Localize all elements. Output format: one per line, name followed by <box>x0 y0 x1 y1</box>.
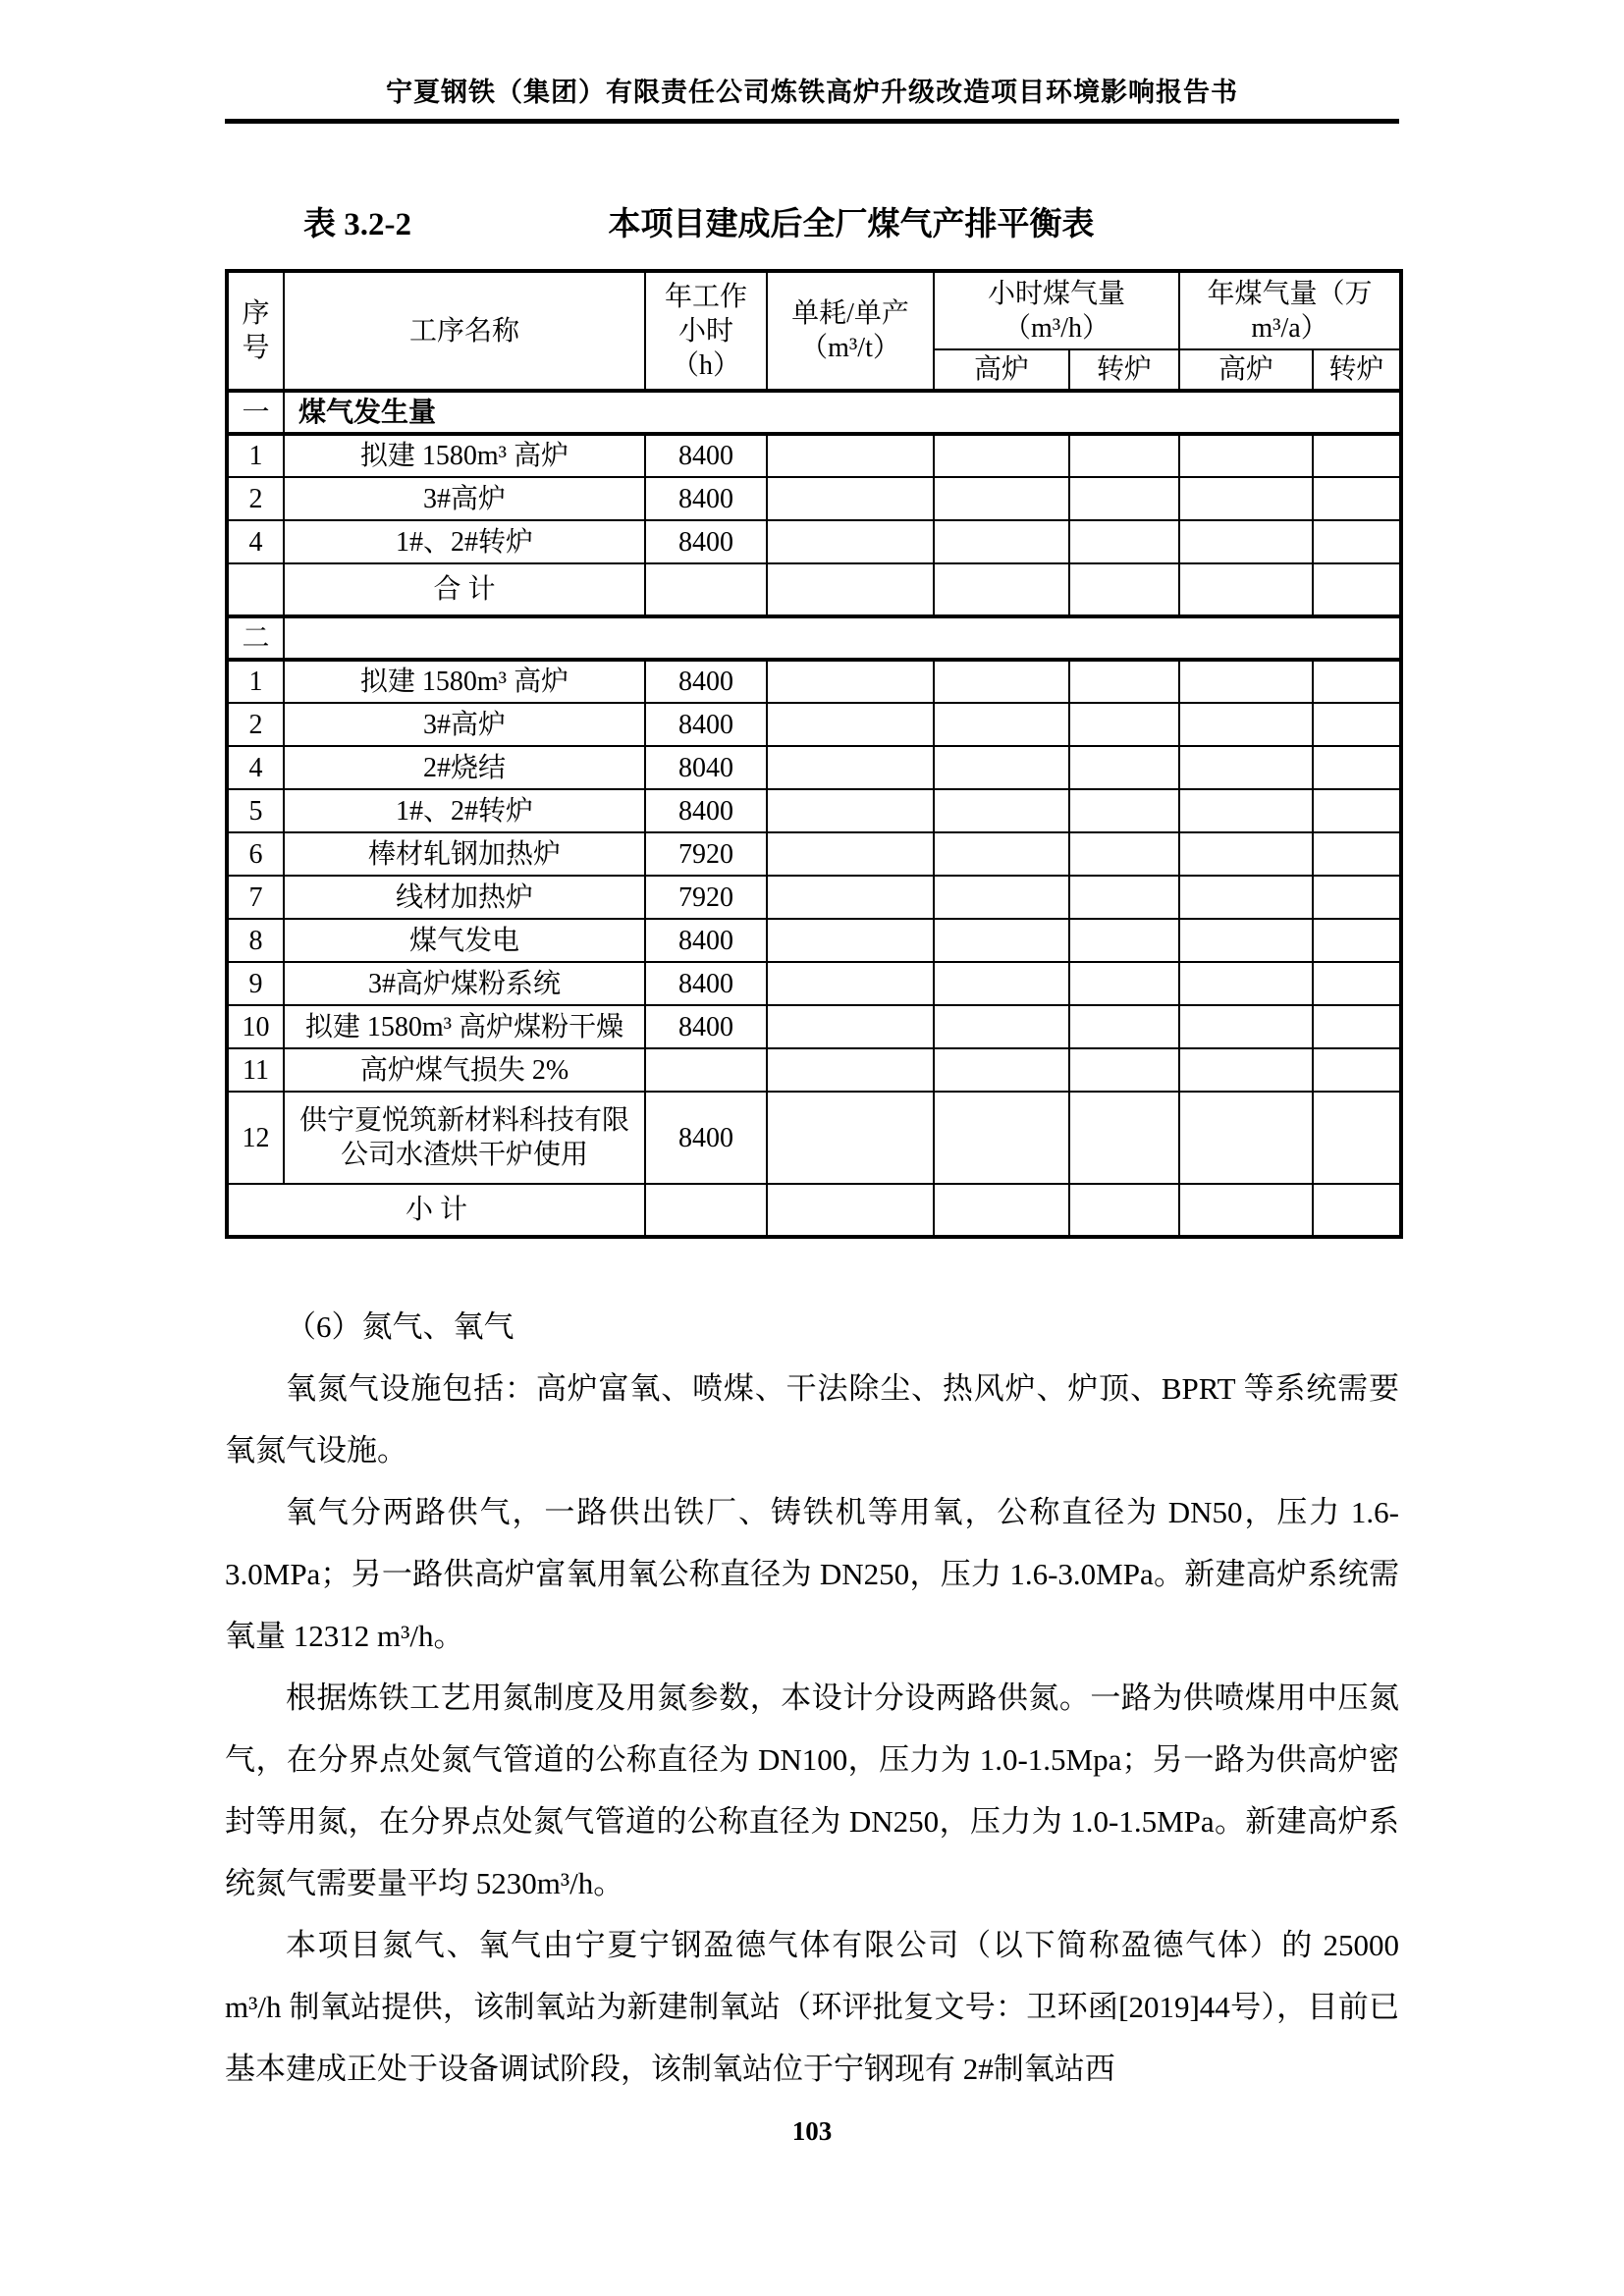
table-row <box>227 832 1401 876</box>
empty-value-cell <box>1069 434 1179 477</box>
empty-value-cell <box>767 660 934 703</box>
empty-value-cell <box>934 919 1069 962</box>
empty-value-cell <box>1313 876 1401 919</box>
gas-balance-table <box>225 269 1403 1239</box>
col-header-converter: 转炉 <box>1313 349 1401 391</box>
process-name-cell: 供宁夏悦筑新材料科技有限公司水渣烘干炉使用 <box>284 1092 645 1184</box>
empty-value-cell <box>1313 660 1401 703</box>
paragraph: （6）氮气、氧气 <box>286 1309 514 1344</box>
table-row <box>227 1184 1401 1237</box>
col-header-yearly-gas: 年煤气量（万 m³/a） <box>1179 271 1401 349</box>
empty-value-cell <box>1179 746 1313 789</box>
annual-hours-cell: 8400 <box>645 520 767 563</box>
empty-value-cell <box>767 832 934 876</box>
empty-value-cell <box>1179 1092 1313 1184</box>
empty-value-cell <box>767 477 934 520</box>
col-header-blast-furnace: 高炉 <box>1179 349 1313 391</box>
empty-value-cell <box>1179 563 1313 616</box>
empty-value-cell <box>1069 477 1179 520</box>
empty-value-cell <box>1069 1092 1179 1184</box>
process-name-cell: 1#、2#转炉 <box>284 789 645 832</box>
table-row <box>227 520 1401 563</box>
empty-value-cell <box>934 1048 1069 1092</box>
table-row <box>227 1048 1401 1092</box>
serial-cell: 2 <box>227 477 284 520</box>
empty-value-cell <box>767 520 934 563</box>
paragraph: 氧氮气设施包括：高炉富氧、喷煤、干法除尘、热风炉、炉顶、BPRT 等系统需要氧氮气设施。 <box>225 1371 1399 1468</box>
empty-value-cell <box>934 660 1069 703</box>
paragraph: 氧气分两路供气，一路供出铁厂、铸铁机等用氧，公称直径为 DN50，压力 1.6-3.0MPa；另一路供高炉富氧用氧公称直径为 DN250，压力 1.6-3.0MPa。新建高炉系统需氧量 12312 m³/h。 <box>225 1495 1399 1653</box>
empty-value-cell <box>1179 434 1313 477</box>
process-name-cell: 3#高炉 <box>284 703 645 746</box>
empty-value-cell <box>1179 477 1313 520</box>
table-row <box>227 434 1401 477</box>
annual-hours-cell <box>645 1048 767 1092</box>
empty-value-cell <box>767 746 934 789</box>
empty-value-cell <box>1179 520 1313 563</box>
table-caption-label: 表 3.2-2 <box>303 207 411 242</box>
empty-value-cell <box>1069 746 1179 789</box>
annual-hours-cell: 8400 <box>645 1005 767 1048</box>
empty-value-cell <box>1313 477 1401 520</box>
serial-cell: 4 <box>227 520 284 563</box>
empty-value-cell <box>1179 1048 1313 1092</box>
table-row <box>227 746 1401 789</box>
col-header-process-name: 工序名称 <box>284 271 645 391</box>
empty-value-cell <box>1069 563 1179 616</box>
empty-value-cell <box>767 434 934 477</box>
body-text <box>225 1296 1399 2100</box>
empty-value-cell <box>1179 703 1313 746</box>
empty-value-cell <box>1069 660 1179 703</box>
serial-cell: 二 <box>227 616 284 660</box>
empty-value-cell <box>934 1184 1069 1237</box>
serial-cell: 2 <box>227 703 284 746</box>
empty-value-cell <box>1313 520 1401 563</box>
col-header-serial: 序 号 <box>227 271 284 391</box>
serial-cell <box>227 563 284 616</box>
empty-value-cell <box>934 1005 1069 1048</box>
serial-cell: 9 <box>227 962 284 1005</box>
annual-hours-cell: 8400 <box>645 789 767 832</box>
empty-value-cell <box>1179 832 1313 876</box>
empty-value-cell <box>1313 919 1401 962</box>
table-row <box>227 660 1401 703</box>
empty-value-cell <box>1313 789 1401 832</box>
serial-cell: 12 <box>227 1092 284 1184</box>
empty-value-cell <box>1313 703 1401 746</box>
empty-value-cell <box>1179 1005 1313 1048</box>
serial-cell: 8 <box>227 919 284 962</box>
empty-value-cell <box>1179 919 1313 962</box>
empty-value-cell <box>1179 789 1313 832</box>
serial-cell: 一 <box>227 391 284 434</box>
empty-value-cell <box>1313 746 1401 789</box>
empty-value-cell <box>645 563 767 616</box>
empty-value-cell <box>645 1184 767 1237</box>
empty-value-cell <box>1069 1005 1179 1048</box>
serial-cell: 6 <box>227 832 284 876</box>
empty-value-cell <box>934 563 1069 616</box>
process-name-cell: 3#高炉煤粉系统 <box>284 962 645 1005</box>
table-row <box>227 919 1401 962</box>
empty-value-cell <box>1069 962 1179 1005</box>
table-row <box>227 1005 1401 1048</box>
process-name-cell: 煤气发电 <box>284 919 645 962</box>
annual-hours-cell: 8040 <box>645 746 767 789</box>
empty-value-cell <box>1069 703 1179 746</box>
header-rule <box>225 119 1399 124</box>
serial-cell: 11 <box>227 1048 284 1092</box>
serial-cell: 10 <box>227 1005 284 1048</box>
empty-value-cell <box>934 434 1069 477</box>
table-row <box>227 876 1401 919</box>
table-header-group-row <box>227 271 1401 349</box>
empty-value-cell <box>767 1048 934 1092</box>
table-row <box>227 1092 1401 1184</box>
empty-value-cell <box>1069 1184 1179 1237</box>
col-header-converter: 转炉 <box>1069 349 1179 391</box>
section-label-cell <box>284 616 1401 660</box>
total-label-cell: 合 计 <box>284 563 645 616</box>
empty-value-cell <box>1179 962 1313 1005</box>
paragraph: 本项目氮气、氧气由宁夏宁钢盈德气体有限公司（以下简称盈德气体）的 25000 m³/h 制氧站提供，该制氧站为新建制氧站（环评批复文号：卫环函[2019]44号），目前已基本建成正处于设备调试阶段，该制氧站位于宁钢现有 2#制氧站西 <box>225 1928 1399 2086</box>
annual-hours-cell: 8400 <box>645 434 767 477</box>
col-header-hourly-gas: 小时煤气量 （m³/h） <box>934 271 1179 349</box>
empty-value-cell <box>1313 1184 1401 1237</box>
process-name-cell: 3#高炉 <box>284 477 645 520</box>
content-area <box>225 198 1399 2100</box>
empty-value-cell <box>1069 1048 1179 1092</box>
empty-value-cell <box>1313 563 1401 616</box>
serial-cell: 4 <box>227 746 284 789</box>
total-label-cell: 小 计 <box>227 1184 645 1237</box>
process-name-cell: 拟建 1580m³ 高炉 <box>284 434 645 477</box>
annual-hours-cell: 7920 <box>645 876 767 919</box>
table-body <box>227 391 1401 1237</box>
empty-value-cell <box>767 962 934 1005</box>
empty-value-cell <box>1313 1092 1401 1184</box>
serial-cell: 1 <box>227 660 284 703</box>
table-caption-title: 本项目建成后全厂煤气产排平衡表 <box>608 207 1095 242</box>
annual-hours-cell: 8400 <box>645 962 767 1005</box>
table-row <box>227 789 1401 832</box>
empty-value-cell <box>767 1184 934 1237</box>
col-header-blast-furnace: 高炉 <box>934 349 1069 391</box>
annual-hours-cell: 8400 <box>645 1092 767 1184</box>
table-row <box>227 703 1401 746</box>
empty-value-cell <box>1313 1005 1401 1048</box>
process-name-cell: 拟建 1580m³ 高炉 <box>284 660 645 703</box>
empty-value-cell <box>1069 789 1179 832</box>
empty-value-cell <box>934 876 1069 919</box>
table-row <box>227 477 1401 520</box>
empty-value-cell <box>934 703 1069 746</box>
annual-hours-cell: 7920 <box>645 832 767 876</box>
empty-value-cell <box>934 746 1069 789</box>
empty-value-cell <box>767 1092 934 1184</box>
annual-hours-cell: 8400 <box>645 660 767 703</box>
serial-cell: 1 <box>227 434 284 477</box>
table-row <box>227 962 1401 1005</box>
process-name-cell: 线材加热炉 <box>284 876 645 919</box>
empty-value-cell <box>934 520 1069 563</box>
process-name-cell: 2#烧结 <box>284 746 645 789</box>
table-row <box>227 391 1401 434</box>
paragraph: 根据炼铁工艺用氮制度及用氮参数，本设计分设两路供氮。一路为供喷煤用中压氮气，在分界点处氮气管道的公称直径为 DN100，压力为 1.0-1.5Mpa；另一路为供高炉密封等用氮，在分界点处氮气管道的公称直径为 DN250，压力为 1.0-1.5MPa。新建高炉系统氮气需要量平均 5230m³/h。 <box>225 1681 1399 1900</box>
empty-value-cell <box>934 477 1069 520</box>
empty-value-cell <box>1069 876 1179 919</box>
col-header-annual-hours: 年工作 小时 （h） <box>645 271 767 391</box>
empty-value-cell <box>1313 434 1401 477</box>
process-name-cell: 棒材轧钢加热炉 <box>284 832 645 876</box>
process-name-cell: 高炉煤气损失 2% <box>284 1048 645 1092</box>
empty-value-cell <box>767 876 934 919</box>
serial-cell: 5 <box>227 789 284 832</box>
section-label-cell: 煤气发生量 <box>284 391 1401 434</box>
empty-value-cell <box>1179 876 1313 919</box>
empty-value-cell <box>1179 1184 1313 1237</box>
empty-value-cell <box>934 1092 1069 1184</box>
annual-hours-cell: 8400 <box>645 919 767 962</box>
empty-value-cell <box>767 919 934 962</box>
empty-value-cell <box>1069 520 1179 563</box>
annual-hours-cell: 8400 <box>645 703 767 746</box>
empty-value-cell <box>1313 962 1401 1005</box>
document-header-title: 宁夏钢铁（集团）有限责任公司炼铁高炉升级改造项目环境影响报告书 <box>386 78 1238 107</box>
empty-value-cell <box>1069 919 1179 962</box>
empty-value-cell <box>934 962 1069 1005</box>
empty-value-cell <box>1179 660 1313 703</box>
empty-value-cell <box>934 832 1069 876</box>
table-row <box>227 616 1401 660</box>
empty-value-cell <box>767 563 934 616</box>
table-row <box>227 563 1401 616</box>
serial-cell: 7 <box>227 876 284 919</box>
annual-hours-cell: 8400 <box>645 477 767 520</box>
empty-value-cell <box>767 703 934 746</box>
process-name-cell: 拟建 1580m³ 高炉煤粉干燥 <box>284 1005 645 1048</box>
empty-value-cell <box>934 789 1069 832</box>
table-caption <box>225 198 1399 243</box>
table-header <box>227 271 1401 391</box>
empty-value-cell <box>1069 832 1179 876</box>
empty-value-cell <box>1313 832 1401 876</box>
empty-value-cell <box>767 789 934 832</box>
col-header-unit-consumption: 单耗/单产 （m³/t） <box>767 271 934 391</box>
page-number: 103 <box>791 2116 833 2146</box>
empty-value-cell <box>767 1005 934 1048</box>
process-name-cell: 1#、2#转炉 <box>284 520 645 563</box>
empty-value-cell <box>1313 1048 1401 1092</box>
